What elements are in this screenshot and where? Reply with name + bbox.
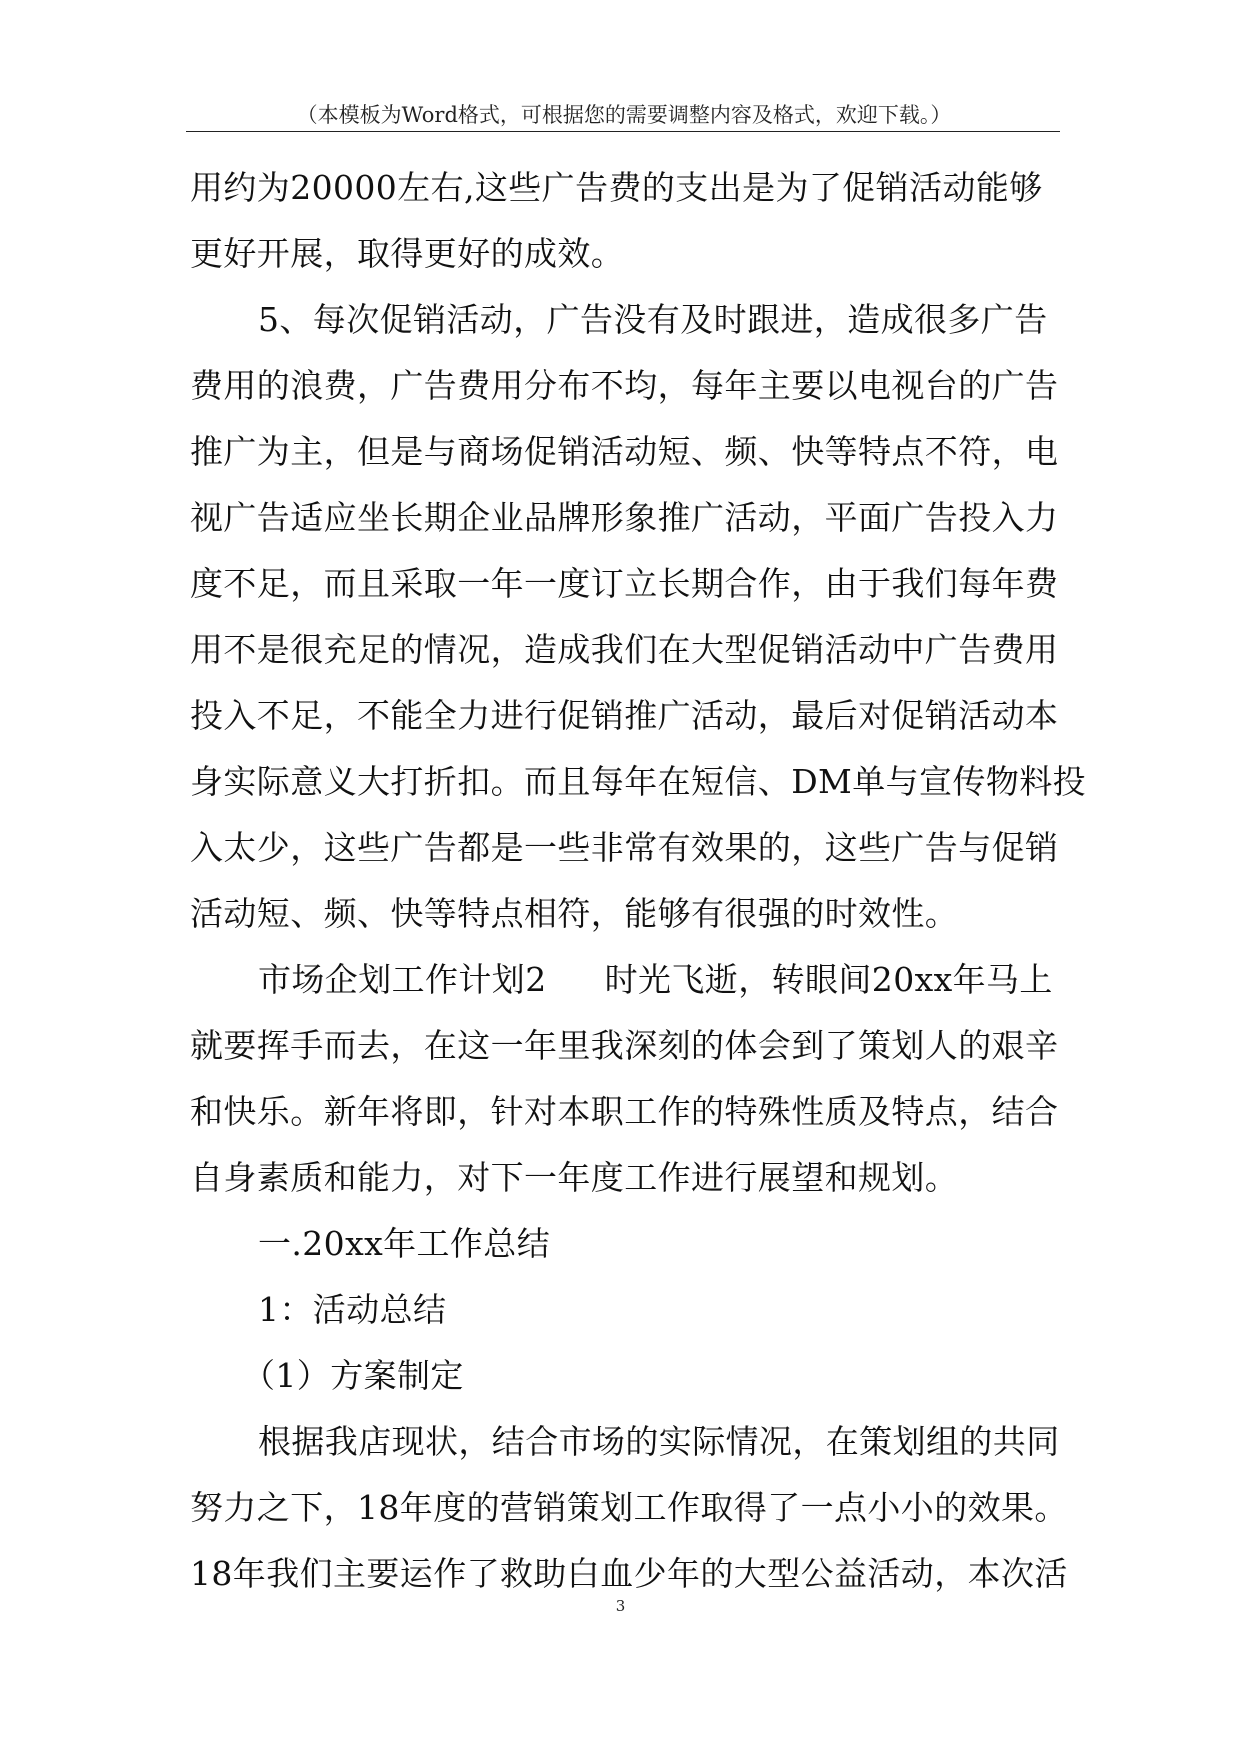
paragraph-line: 根据我店现状，结合市场的实际情况，在策划组的共同	[258, 1422, 1060, 1461]
page-number: 3	[615, 1597, 626, 1615]
paragraph-line: 推广为主，但是与商场促销活动短、频、快等特点不符，电	[190, 432, 1059, 471]
paragraph-line: 投入不足，不能全力进行促销推广活动，最后对促销活动本	[190, 696, 1059, 735]
paragraph-line: 身实际意义大打折扣。而且每年在短信、DM单与宣传物料投	[190, 762, 1087, 801]
paragraph-line: 努力之下，18年度的营销策划工作取得了一点小小的效果。	[190, 1488, 1068, 1527]
section-title-line	[190, 947, 1070, 1013]
paragraph-line: 用不是很充足的情况，造成我们在大型促销活动中广告费用	[190, 630, 1059, 669]
paragraph-line: 视广告适应坐长期企业品牌形象推广活动，平面广告投入力	[190, 498, 1059, 537]
header-divider	[186, 131, 1060, 132]
heading-level-1: 一.20xx年工作总结	[258, 1224, 551, 1263]
paragraph-line: 更好开展，取得更好的成效。	[190, 234, 625, 273]
paragraph-line: 和快乐。新年将即，针对本职工作的特殊性质及特点，结合	[190, 1092, 1059, 1131]
paragraph-line: 入太少，这些广告都是一些非常有效果的，这些广告与促销	[190, 828, 1059, 867]
paragraph-line: 18年我们主要运作了救助白血少年的大型公益活动，本次活	[190, 1554, 1068, 1593]
header-notice: （本模板为Word格式，可根据您的需要调整内容及格式，欢迎下载。）	[296, 103, 952, 127]
paragraph-line: 活动短、频、快等特点相符，能够有很强的时效性。	[190, 894, 959, 933]
paragraph-line: 费用的浪费，广告费用分布不均，每年主要以电视台的广告	[190, 366, 1059, 405]
document-body	[190, 155, 1087, 1607]
paragraph-line: 度不足，而且采取一年一度订立长期合作，由于我们每年费	[190, 564, 1059, 603]
heading-level-3: （1）方案制定	[242, 1356, 464, 1395]
paragraph-line: 自身素质和能力，对下一年度工作进行展望和规划。	[190, 1158, 959, 1197]
heading-level-2: 1：活动总结	[258, 1290, 447, 1329]
paragraph-line: 用约为20000左右,这些广告费的支出是为了促销活动能够	[190, 168, 1043, 207]
paragraph-line: 5、每次促销活动，广告没有及时跟进，造成很多广告	[258, 300, 1048, 339]
paragraph-line: 就要挥手而去，在这一年里我深刻的体会到了策划人的艰辛	[190, 1026, 1059, 1065]
section-intro-text: 时光飞逝，转眼间20xx年马上	[604, 960, 1053, 999]
section-title: 市场企划工作计划2	[258, 960, 547, 999]
